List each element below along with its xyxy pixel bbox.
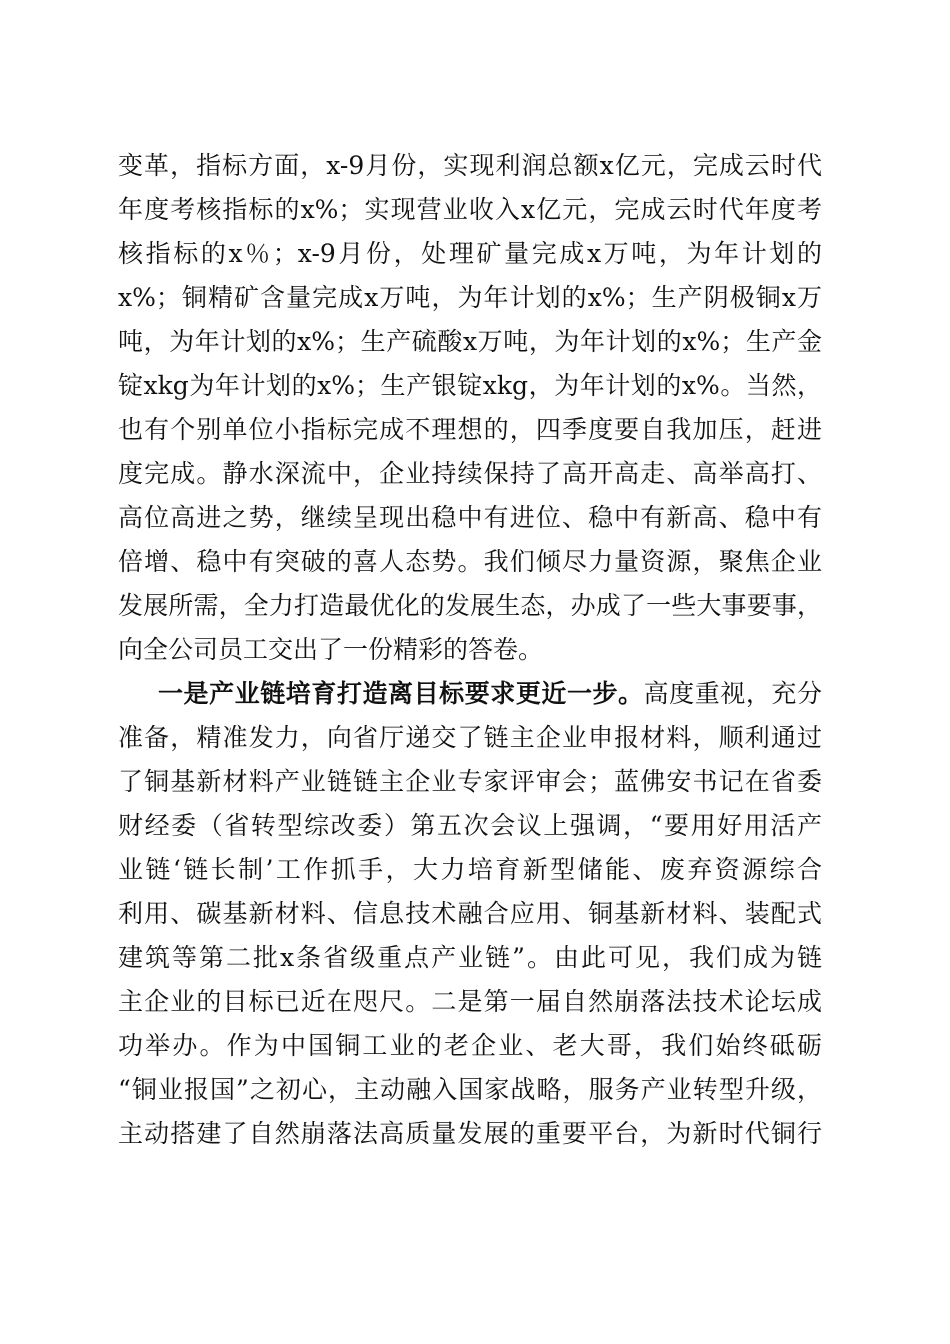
text-line: 也有个别单位小指标完成不理想的，四季度要自我加压，赶进 xyxy=(118,415,822,444)
text-line: 发展所需，全力打造最优化的发展生态，办成了一些大事要事， xyxy=(118,591,822,620)
text-line: 财经委（省转型综改委）第五次会议上强调，“要用好用活产 xyxy=(118,811,822,840)
paragraph-2-first-line xyxy=(118,672,822,716)
text-line: 主企业的目标已近在咫尺。二是第一届自然崩落法技术论坛成 xyxy=(118,987,822,1016)
text-line: 向全公司员工交出了一份精彩的答卷。 xyxy=(118,635,544,664)
text-line: 业链‘链长制’工作抓手，大力培育新型储能、废弃资源综合 xyxy=(118,855,822,884)
text-line: 主动搭建了自然崩落法高质量发展的重要平台，为新时代铜行 xyxy=(118,1119,822,1148)
text-line: 核指标的x％；x-9月份，处理矿量完成x万吨，为年计划的 xyxy=(118,239,822,268)
text-line: 锭xkg为年计划的x%；生产银锭xkg，为年计划的x%。当然， xyxy=(118,371,822,400)
text-line: 度完成。静水深流中，企业持续保持了高开高走、高举高打、 xyxy=(118,459,822,488)
text-line: 变革，指标方面，x-9月份，实现利润总额x亿元，完成云时代 xyxy=(118,151,822,180)
text-line: 倍增、稳中有突破的喜人态势。我们倾尽力量资源，聚焦企业 xyxy=(118,547,822,576)
text-line: 功举办。作为中国铜工业的老企业、老大哥，我们始终砥砺 xyxy=(118,1031,822,1060)
text-line: 准备，精准发力，向省厅递交了链主企业申报材料，顺利通过 xyxy=(118,723,822,752)
text-line: 吨，为年计划的x%；生产硫酸x万吨，为年计划的x%；生产金 xyxy=(118,327,822,356)
text-line: “铜业报国”之初心，主动融入国家战略，服务产业转型升级， xyxy=(118,1075,822,1104)
text-line: x%；铜精矿含量完成x万吨，为年计划的x%；生产阴极铜x万 xyxy=(118,283,822,312)
text-line: 利用、碳基新材料、信息技术融合应用、铜基新材料、装配式 xyxy=(118,899,822,928)
text-line: 高位高进之势，继续呈现出稳中有进位、稳中有新高、稳中有 xyxy=(118,503,822,532)
text-line: 建筑等第二批x条省级重点产业链”。由此可见，我们成为链 xyxy=(118,943,822,972)
section-lead-heading: 一是产业链培育打造离目标要求更近一步。 xyxy=(158,679,644,708)
text-line: 了铜基新材料产业链链主企业专家评审会；蓝佛安书记在省委 xyxy=(118,767,822,796)
text-line: 年度考核指标的x%；实现营业收入x亿元，完成云时代年度考 xyxy=(118,195,822,224)
paragraph-text: 高度重视，充分 xyxy=(643,679,822,708)
